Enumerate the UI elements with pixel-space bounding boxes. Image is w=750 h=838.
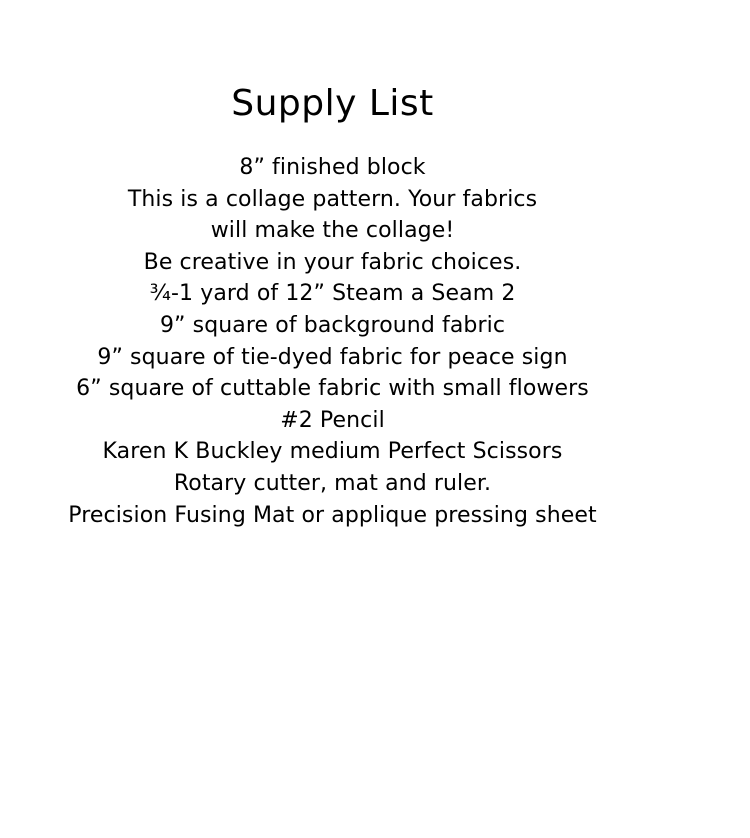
list-item: 8” finished block	[239, 155, 426, 180]
list-item: 9” square of tie-dyed fabric for peace sign	[97, 344, 568, 370]
list-item: #2 Pencil	[280, 407, 385, 433]
list-item: ¾-1 yard of 12” Steam a Seam 2	[149, 281, 516, 307]
list-item: Be creative in your fabric choices.	[143, 249, 522, 275]
list-item: Rotary cutter, mat and ruler.	[173, 470, 492, 496]
list-item: This is a collage pattern. Your fabrics	[127, 186, 538, 212]
list-item: Karen K Buckley medium Perfect Scissors	[102, 439, 563, 465]
supply-list	[0, 152, 665, 531]
list-item: will make the collage!	[210, 218, 455, 244]
list-item: 6” square of cuttable fabric with small flowers	[76, 376, 589, 402]
list-item: 9” square of background fabric	[159, 312, 506, 338]
list-item: Precision Fusing Mat or applique pressing sheet	[68, 502, 597, 528]
page-title: Supply List	[231, 83, 434, 124]
